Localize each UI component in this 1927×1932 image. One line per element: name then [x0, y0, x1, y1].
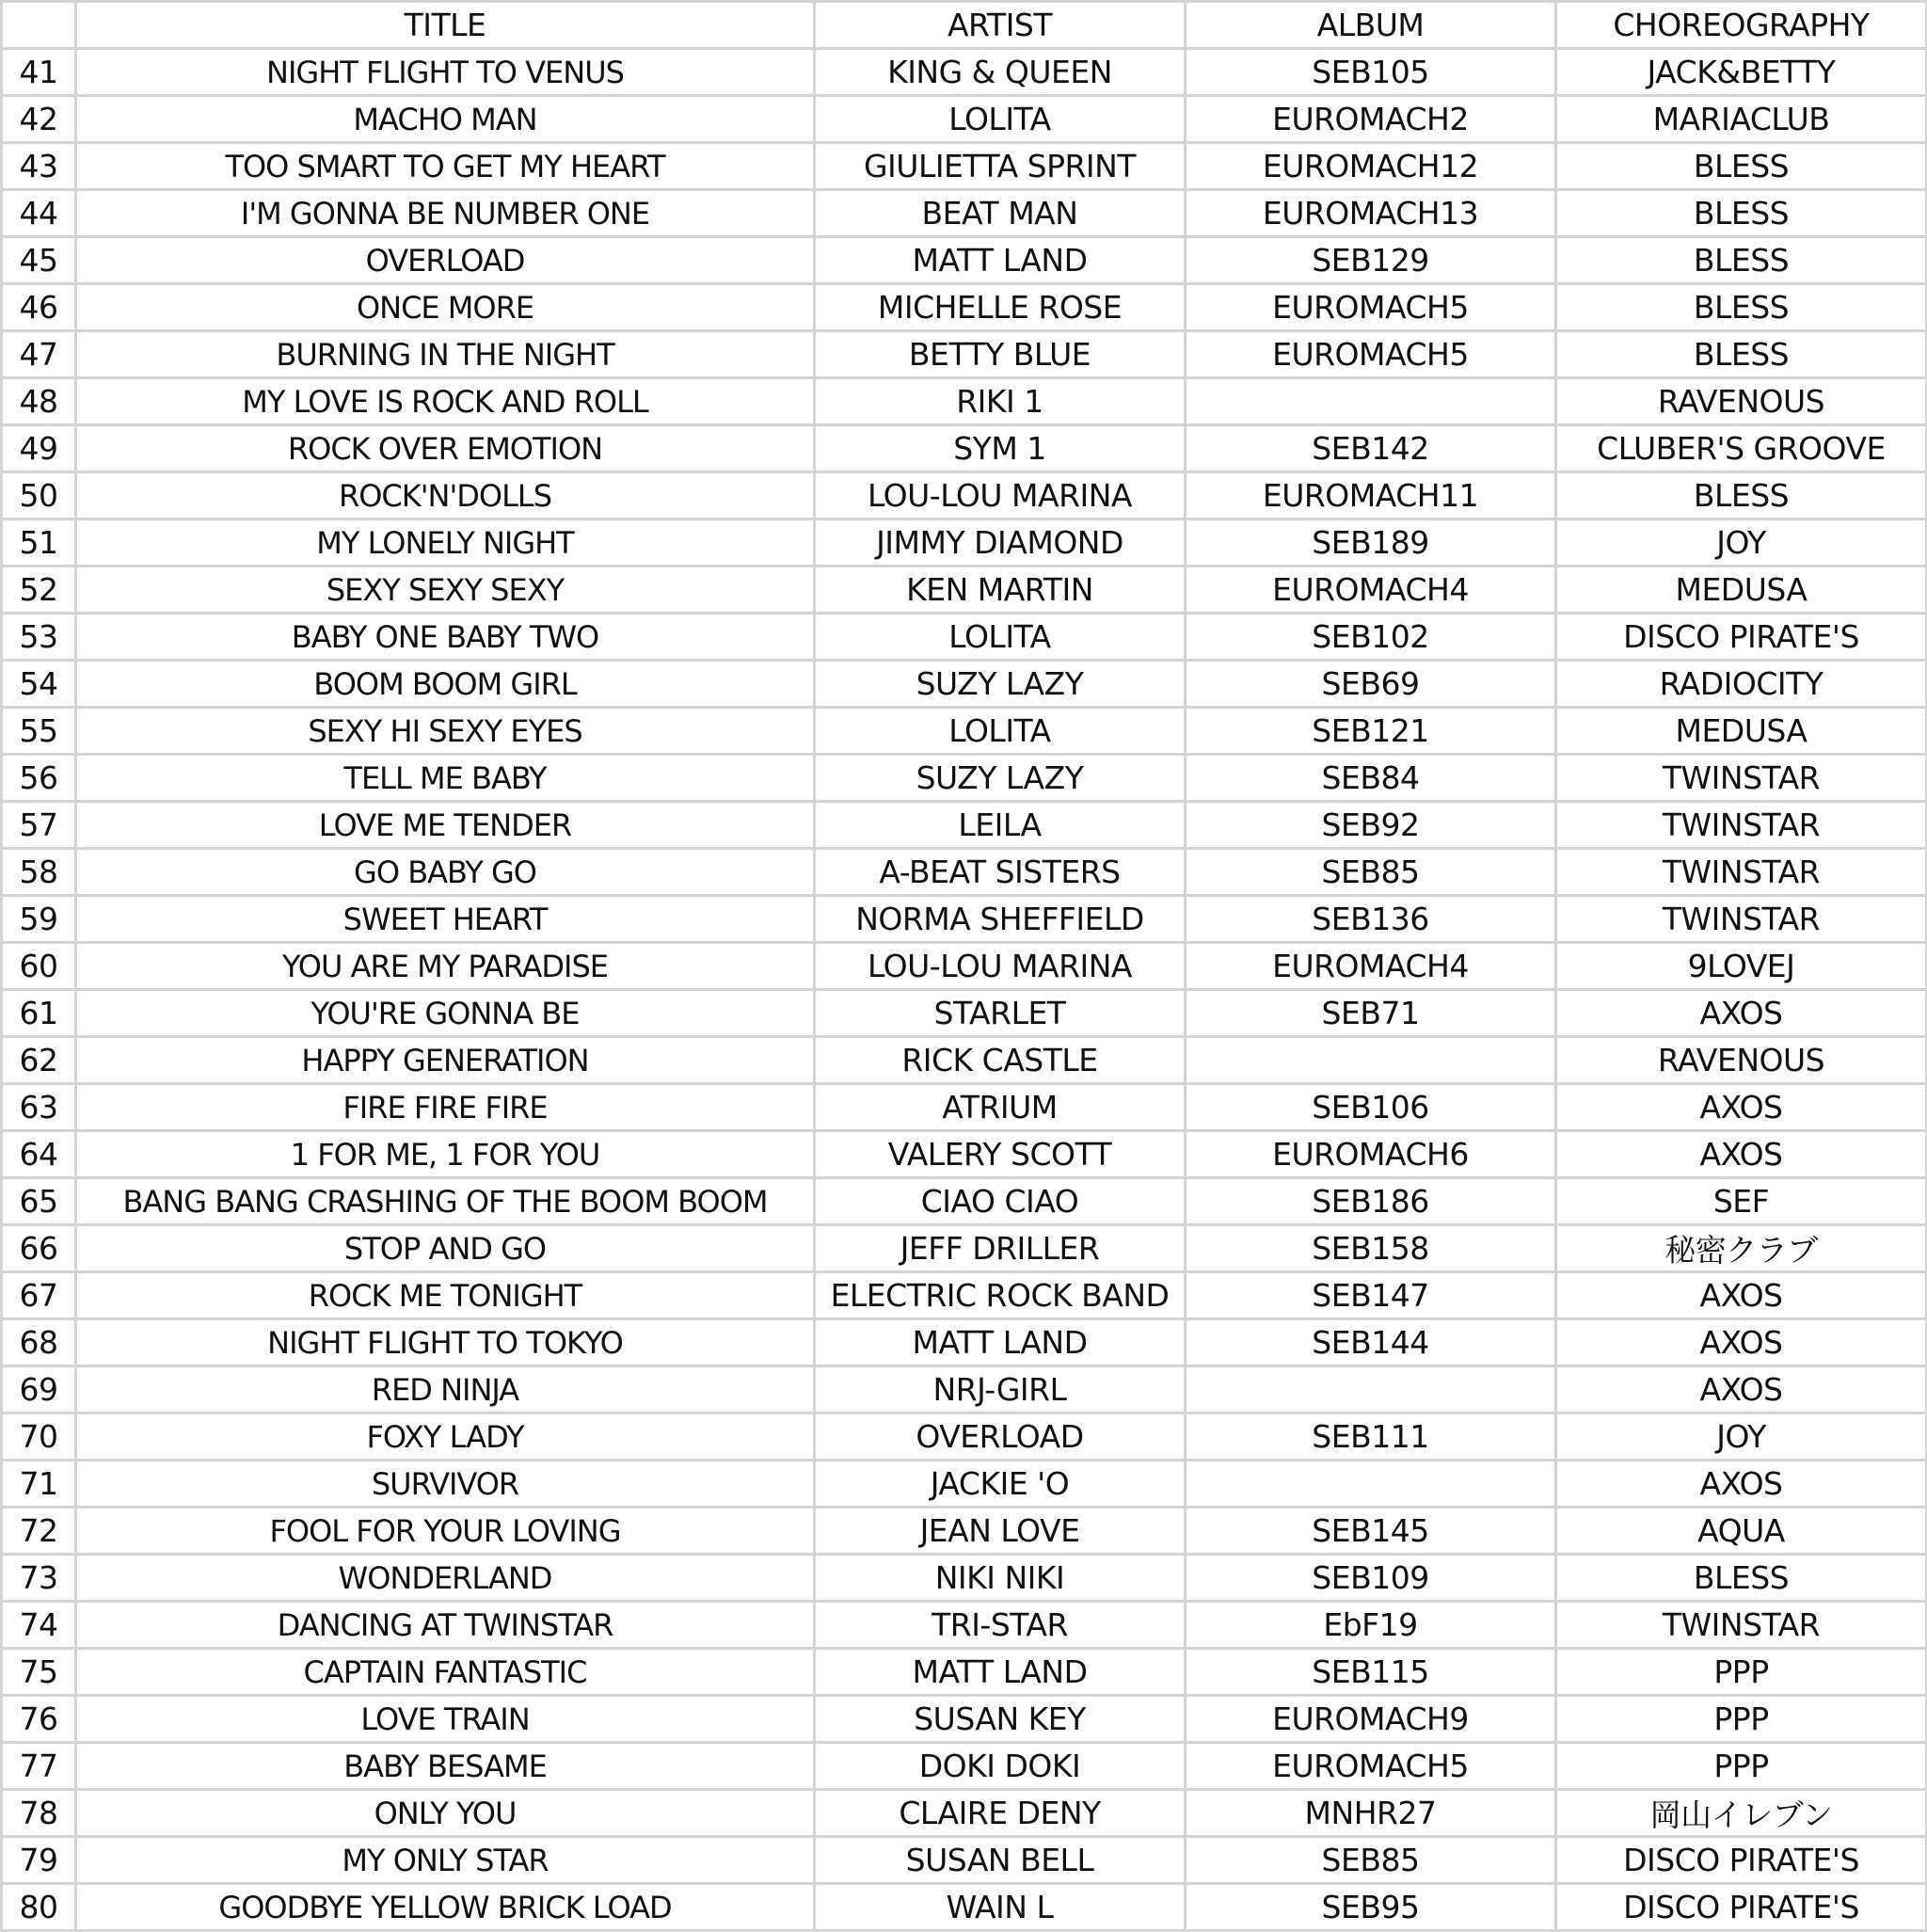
row-album: EUROMACH5 — [1186, 331, 1556, 378]
row-album: SEB145 — [1186, 1508, 1556, 1555]
row-title: TELL ME BABY — [76, 755, 815, 802]
row-artist: RICK CASTLE — [815, 1037, 1186, 1084]
row-choreography: TWINSTAR — [1556, 896, 1927, 943]
row-album: SEB111 — [1186, 1413, 1556, 1461]
table-row — [2, 567, 1927, 614]
row-album: SEB85 — [1186, 1837, 1556, 1884]
header-album: ALBUM — [1186, 2, 1556, 49]
table-row — [2, 1413, 1927, 1461]
table-row — [2, 237, 1927, 284]
row-title: LOVE TRAIN — [76, 1696, 815, 1743]
table-row — [2, 1225, 1927, 1272]
row-title: ONLY YOU — [76, 1790, 815, 1837]
row-album: SEB189 — [1186, 519, 1556, 567]
table-row — [2, 661, 1927, 708]
row-title: ONCE MORE — [76, 284, 815, 331]
row-index: 72 — [2, 1508, 76, 1555]
row-artist: BEAT MAN — [815, 190, 1186, 237]
row-album: SEB102 — [1186, 614, 1556, 661]
row-artist: STARLET — [815, 990, 1186, 1037]
row-index: 47 — [2, 331, 76, 378]
row-artist: KING & QUEEN — [815, 49, 1186, 96]
table-row — [2, 1555, 1927, 1602]
row-artist: BETTY BLUE — [815, 331, 1186, 378]
row-index: 70 — [2, 1413, 76, 1461]
row-title: ROCK OVER EMOTION — [76, 425, 815, 472]
row-artist: SUZY LAZY — [815, 661, 1186, 708]
row-choreography: AXOS — [1556, 1461, 1927, 1508]
table-row — [2, 1461, 1927, 1508]
row-album: EUROMACH9 — [1186, 1696, 1556, 1743]
table-row — [2, 849, 1927, 896]
table-row — [2, 1272, 1927, 1319]
row-title: FOOL FOR YOUR LOVING — [76, 1508, 815, 1555]
row-title: I'M GONNA BE NUMBER ONE — [76, 190, 815, 237]
table-row — [2, 1084, 1927, 1131]
row-choreography: MEDUSA — [1556, 708, 1927, 755]
row-album: SEB136 — [1186, 896, 1556, 943]
row-title: 1 FOR ME, 1 FOR YOU — [76, 1131, 815, 1178]
row-title: NIGHT FLIGHT TO TOKYO — [76, 1319, 815, 1366]
row-artist: A-BEAT SISTERS — [815, 849, 1186, 896]
row-title: BANG BANG CRASHING OF THE BOOM BOOM — [76, 1178, 815, 1225]
row-artist: CIAO CIAO — [815, 1178, 1186, 1225]
table-row — [2, 49, 1927, 96]
row-choreography: BLESS — [1556, 331, 1927, 378]
table-row — [2, 943, 1927, 990]
row-artist: LOU-LOU MARINA — [815, 472, 1186, 519]
row-title: TOO SMART TO GET MY HEART — [76, 143, 815, 190]
header-artist: ARTIST — [815, 2, 1186, 49]
row-choreography: BLESS — [1556, 143, 1927, 190]
row-choreography: BLESS — [1556, 190, 1927, 237]
row-index: 73 — [2, 1555, 76, 1602]
row-artist: MATT LAND — [815, 1319, 1186, 1366]
row-index: 44 — [2, 190, 76, 237]
row-title: YOU'RE GONNA BE — [76, 990, 815, 1037]
row-index: 45 — [2, 237, 76, 284]
row-index: 79 — [2, 1837, 76, 1884]
row-index: 77 — [2, 1743, 76, 1790]
table-row — [2, 802, 1927, 849]
row-index: 64 — [2, 1131, 76, 1178]
row-album: SEB95 — [1186, 1884, 1556, 1931]
row-album: SEB84 — [1186, 755, 1556, 802]
row-index: 42 — [2, 96, 76, 143]
header-index — [2, 2, 76, 49]
row-artist: NORMA SHEFFIELD — [815, 896, 1186, 943]
row-title: YOU ARE MY PARADISE — [76, 943, 815, 990]
table-row — [2, 1790, 1927, 1837]
row-artist: LOLITA — [815, 708, 1186, 755]
row-title: BABY BESAME — [76, 1743, 815, 1790]
row-title: WONDERLAND — [76, 1555, 815, 1602]
table-row — [2, 331, 1927, 378]
row-artist: CLAIRE DENY — [815, 1790, 1186, 1837]
row-index: 54 — [2, 661, 76, 708]
row-album: EUROMACH5 — [1186, 1743, 1556, 1790]
row-album: SEB106 — [1186, 1084, 1556, 1131]
row-album: EbF19 — [1186, 1602, 1556, 1649]
row-index: 51 — [2, 519, 76, 567]
row-choreography: TWINSTAR — [1556, 1602, 1927, 1649]
row-title: ROCK ME TONIGHT — [76, 1272, 815, 1319]
row-index: 53 — [2, 614, 76, 661]
row-title: SWEET HEART — [76, 896, 815, 943]
table-row — [2, 990, 1927, 1037]
row-artist: JACKIE 'O — [815, 1461, 1186, 1508]
row-album: SEB92 — [1186, 802, 1556, 849]
row-artist: VALERY SCOTT — [815, 1131, 1186, 1178]
row-artist: NIKI NIKI — [815, 1555, 1186, 1602]
row-index: 65 — [2, 1178, 76, 1225]
row-album: SEB105 — [1186, 49, 1556, 96]
row-artist: MICHELLE ROSE — [815, 284, 1186, 331]
row-index: 66 — [2, 1225, 76, 1272]
header-title: TITLE — [76, 2, 815, 49]
row-choreography: DISCO PIRATE'S — [1556, 1884, 1927, 1931]
table-row — [2, 190, 1927, 237]
table-row — [2, 1178, 1927, 1225]
table-row — [2, 1743, 1927, 1790]
row-album: SEB71 — [1186, 990, 1556, 1037]
table-row — [2, 1884, 1927, 1931]
row-artist: JEAN LOVE — [815, 1508, 1186, 1555]
row-index: 46 — [2, 284, 76, 331]
row-choreography: PPP — [1556, 1649, 1927, 1696]
row-title: MY ONLY STAR — [76, 1837, 815, 1884]
row-choreography: DISCO PIRATE'S — [1556, 614, 1927, 661]
row-title: RED NINJA — [76, 1366, 815, 1413]
table-row — [2, 755, 1927, 802]
row-artist: MATT LAND — [815, 237, 1186, 284]
row-choreography: RAVENOUS — [1556, 378, 1927, 425]
row-choreography: BLESS — [1556, 284, 1927, 331]
row-index: 57 — [2, 802, 76, 849]
row-album: SEB109 — [1186, 1555, 1556, 1602]
row-artist: DOKI DOKI — [815, 1743, 1186, 1790]
row-title: OVERLOAD — [76, 237, 815, 284]
row-choreography: TWINSTAR — [1556, 849, 1927, 896]
row-album — [1186, 1461, 1556, 1508]
row-index: 41 — [2, 49, 76, 96]
row-index: 59 — [2, 896, 76, 943]
table-row — [2, 1366, 1927, 1413]
row-artist: SYM 1 — [815, 425, 1186, 472]
table-row — [2, 1649, 1927, 1696]
row-artist: ELECTRIC ROCK BAND — [815, 1272, 1186, 1319]
row-album — [1186, 1366, 1556, 1413]
row-choreography: 岡山イレブン — [1556, 1790, 1927, 1837]
row-index: 71 — [2, 1461, 76, 1508]
row-album: SEB147 — [1186, 1272, 1556, 1319]
row-choreography: DISCO PIRATE'S — [1556, 1837, 1927, 1884]
row-album: SEB144 — [1186, 1319, 1556, 1366]
table-row — [2, 284, 1927, 331]
row-index: 74 — [2, 1602, 76, 1649]
row-index: 49 — [2, 425, 76, 472]
row-choreography: JOY — [1556, 1413, 1927, 1461]
row-index: 61 — [2, 990, 76, 1037]
row-artist: MATT LAND — [815, 1649, 1186, 1696]
row-choreography: AXOS — [1556, 1084, 1927, 1131]
row-choreography: TWINSTAR — [1556, 802, 1927, 849]
row-title: SEXY SEXY SEXY — [76, 567, 815, 614]
row-album: SEB85 — [1186, 849, 1556, 896]
row-title: NIGHT FLIGHT TO VENUS — [76, 49, 815, 96]
row-choreography: 秘密クラブ — [1556, 1225, 1927, 1272]
row-choreography: 9LOVEJ — [1556, 943, 1927, 990]
row-album: EUROMACH12 — [1186, 143, 1556, 190]
table-row — [2, 96, 1927, 143]
row-choreography: AXOS — [1556, 1131, 1927, 1178]
row-index: 76 — [2, 1696, 76, 1743]
row-choreography: JOY — [1556, 519, 1927, 567]
row-album: EUROMACH4 — [1186, 943, 1556, 990]
row-index: 67 — [2, 1272, 76, 1319]
row-title: MY LONELY NIGHT — [76, 519, 815, 567]
row-title: LOVE ME TENDER — [76, 802, 815, 849]
row-choreography: RAVENOUS — [1556, 1037, 1927, 1084]
table-row — [2, 1602, 1927, 1649]
row-choreography: AXOS — [1556, 1366, 1927, 1413]
table-row — [2, 378, 1927, 425]
row-choreography: JACK&BETTY — [1556, 49, 1927, 96]
row-index: 52 — [2, 567, 76, 614]
row-choreography: AQUA — [1556, 1508, 1927, 1555]
row-artist: WAIN L — [815, 1884, 1186, 1931]
row-index: 58 — [2, 849, 76, 896]
row-artist: LEILA — [815, 802, 1186, 849]
row-artist: ATRIUM — [815, 1084, 1186, 1131]
row-album: SEB186 — [1186, 1178, 1556, 1225]
row-title: GO BABY GO — [76, 849, 815, 896]
row-title: STOP AND GO — [76, 1225, 815, 1272]
row-title: BURNING IN THE NIGHT — [76, 331, 815, 378]
table-row — [2, 708, 1927, 755]
row-artist: NRJ-GIRL — [815, 1366, 1186, 1413]
row-album: EUROMACH13 — [1186, 190, 1556, 237]
row-index: 75 — [2, 1649, 76, 1696]
row-index: 68 — [2, 1319, 76, 1366]
row-choreography: MARIACLUB — [1556, 96, 1927, 143]
row-artist: LOLITA — [815, 614, 1186, 661]
row-album: EUROMACH2 — [1186, 96, 1556, 143]
table-row — [2, 1131, 1927, 1178]
row-choreography: CLUBER'S GROOVE — [1556, 425, 1927, 472]
table-row — [2, 143, 1927, 190]
row-index: 62 — [2, 1037, 76, 1084]
row-choreography: AXOS — [1556, 1272, 1927, 1319]
row-album: SEB129 — [1186, 237, 1556, 284]
row-artist: GIULIETTA SPRINT — [815, 143, 1186, 190]
row-artist: KEN MARTIN — [815, 567, 1186, 614]
table-row — [2, 1037, 1927, 1084]
row-artist: JEFF DRILLER — [815, 1225, 1186, 1272]
row-index: 48 — [2, 378, 76, 425]
table-row — [2, 614, 1927, 661]
row-choreography: SEF — [1556, 1178, 1927, 1225]
row-title: GOODBYE YELLOW BRICK LOAD — [76, 1884, 815, 1931]
row-artist: LOU-LOU MARINA — [815, 943, 1186, 990]
row-artist: OVERLOAD — [815, 1413, 1186, 1461]
table-row — [2, 519, 1927, 567]
header-choreography: CHOREOGRAPHY — [1556, 2, 1927, 49]
row-album: EUROMACH6 — [1186, 1131, 1556, 1178]
row-album — [1186, 1037, 1556, 1084]
row-title: DANCING AT TWINSTAR — [76, 1602, 815, 1649]
table-row — [2, 1837, 1927, 1884]
row-index: 50 — [2, 472, 76, 519]
row-album: EUROMACH4 — [1186, 567, 1556, 614]
row-index: 69 — [2, 1366, 76, 1413]
table-row — [2, 896, 1927, 943]
row-choreography: BLESS — [1556, 472, 1927, 519]
row-choreography: PPP — [1556, 1743, 1927, 1790]
row-title: BOOM BOOM GIRL — [76, 661, 815, 708]
table-row — [2, 1508, 1927, 1555]
row-index: 80 — [2, 1884, 76, 1931]
row-album: SEB121 — [1186, 708, 1556, 755]
row-choreography: TWINSTAR — [1556, 755, 1927, 802]
row-album — [1186, 378, 1556, 425]
row-title: BABY ONE BABY TWO — [76, 614, 815, 661]
row-album: SEB142 — [1186, 425, 1556, 472]
row-title: CAPTAIN FANTASTIC — [76, 1649, 815, 1696]
row-album: MNHR27 — [1186, 1790, 1556, 1837]
header-row — [2, 2, 1927, 49]
row-index: 63 — [2, 1084, 76, 1131]
row-title: HAPPY GENERATION — [76, 1037, 815, 1084]
row-index: 43 — [2, 143, 76, 190]
row-choreography: PPP — [1556, 1696, 1927, 1743]
row-artist: LOLITA — [815, 96, 1186, 143]
row-album: SEB158 — [1186, 1225, 1556, 1272]
row-choreography: MEDUSA — [1556, 567, 1927, 614]
table-row — [2, 472, 1927, 519]
table-row — [2, 1696, 1927, 1743]
row-album: EUROMACH5 — [1186, 284, 1556, 331]
row-album: EUROMACH11 — [1186, 472, 1556, 519]
row-artist: JIMMY DIAMOND — [815, 519, 1186, 567]
row-title: SURVIVOR — [76, 1461, 815, 1508]
row-title: ROCK'N'DOLLS — [76, 472, 815, 519]
row-index: 55 — [2, 708, 76, 755]
row-artist: SUZY LAZY — [815, 755, 1186, 802]
row-choreography: BLESS — [1556, 1555, 1927, 1602]
row-album: SEB69 — [1186, 661, 1556, 708]
row-index: 60 — [2, 943, 76, 990]
row-choreography: BLESS — [1556, 237, 1927, 284]
row-title: MACHO MAN — [76, 96, 815, 143]
row-title: SEXY HI SEXY EYES — [76, 708, 815, 755]
row-choreography: AXOS — [1556, 990, 1927, 1037]
table-row — [2, 1319, 1927, 1366]
table-row — [2, 425, 1927, 472]
row-album: SEB115 — [1186, 1649, 1556, 1696]
row-index: 78 — [2, 1790, 76, 1837]
row-index: 56 — [2, 755, 76, 802]
row-artist: RIKI 1 — [815, 378, 1186, 425]
row-artist: SUSAN BELL — [815, 1837, 1186, 1884]
row-title: MY LOVE IS ROCK AND ROLL — [76, 378, 815, 425]
row-artist: TRI-STAR — [815, 1602, 1186, 1649]
row-title: FOXY LADY — [76, 1413, 815, 1461]
row-choreography: RADIOCITY — [1556, 661, 1927, 708]
row-choreography: AXOS — [1556, 1319, 1927, 1366]
row-artist: SUSAN KEY — [815, 1696, 1186, 1743]
row-title: FIRE FIRE FIRE — [76, 1084, 815, 1131]
